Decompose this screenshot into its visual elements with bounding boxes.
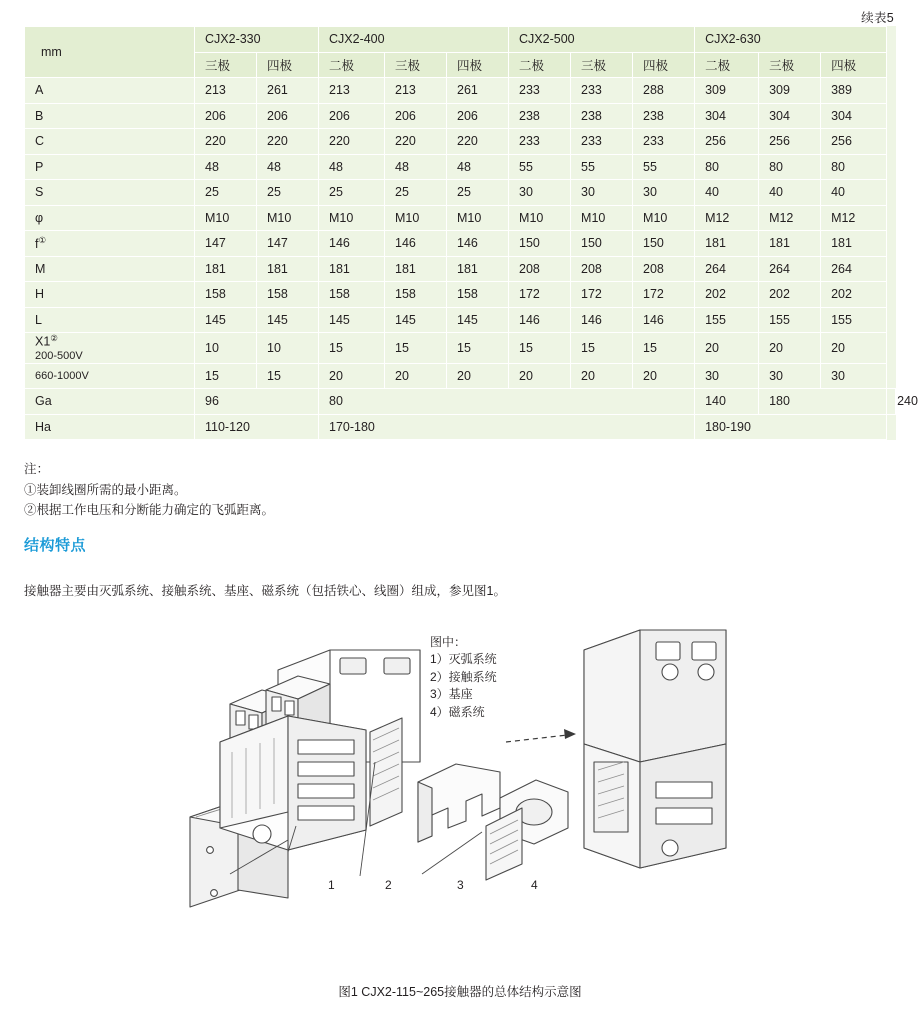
cell: M10 [385,205,447,231]
cell: 48 [319,154,385,180]
pole-header: 四极 [633,52,695,78]
cell: 238 [509,103,571,129]
cell: M10 [509,205,571,231]
cell: 220 [195,129,257,155]
cell: 145 [385,307,447,333]
pole-header: 三极 [759,52,821,78]
row-label: M [25,256,195,282]
cell: 172 [633,282,695,308]
row-label: A [25,78,195,104]
cell: 25 [385,180,447,206]
cell: 389 [821,78,887,104]
cell: 264 [695,256,759,282]
cell: 158 [257,282,319,308]
cell: 40 [821,180,887,206]
cell: 15 [385,333,447,364]
cell: 55 [571,154,633,180]
cell: M10 [319,205,385,231]
legend-item-2: 2）接触系统 [430,669,497,684]
cell-ga-2: 80 [319,389,695,415]
cell-ha-3: 180-190 [695,414,887,440]
cell-ga-5: 240 [887,389,896,415]
callout-4: 4 [531,878,538,892]
pole-header: 二极 [695,52,759,78]
table-row [25,154,896,180]
cell: 233 [571,129,633,155]
legend-item-1: 1）灭弧系统 [430,652,497,667]
row-label: Ha [25,414,195,440]
cell: 238 [633,103,695,129]
pole-header: 三极 [571,52,633,78]
pole-header: 四极 [821,52,887,78]
cell: 261 [447,78,509,104]
cell: 264 [821,256,887,282]
cell: 256 [759,129,821,155]
cell: 304 [759,103,821,129]
row-label: H [25,282,195,308]
table-header-row-groups [25,27,896,53]
cell: 25 [257,180,319,206]
row-label: B [25,103,195,129]
cell: 233 [633,129,695,155]
cell: M10 [257,205,319,231]
cell: 181 [759,231,821,257]
cell: 172 [509,282,571,308]
row-label: S [25,180,195,206]
cell: 146 [385,231,447,257]
cell: 20 [319,363,385,389]
cell: 208 [509,256,571,282]
cell-ga-4: 180 [759,389,887,415]
cell: 220 [447,129,509,155]
cell: 181 [195,256,257,282]
cell: 80 [821,154,887,180]
cell: 146 [571,307,633,333]
cell: 150 [633,231,695,257]
cell-ga-3: 140 [695,389,759,415]
figure-caption: 图1 CJX2-115~265接触器的总体结构示意图 [338,985,582,999]
cell: 10 [195,333,257,364]
callout-1: 1 [328,878,335,892]
cell: 30 [571,180,633,206]
cell: 20 [759,333,821,364]
cell: 213 [319,78,385,104]
cell: 40 [695,180,759,206]
cell: 150 [571,231,633,257]
cell: 256 [821,129,887,155]
pole-header: 二极 [319,52,385,78]
cell: 206 [257,103,319,129]
cell: 48 [385,154,447,180]
cell: 208 [633,256,695,282]
table-row-x1-low [25,333,896,364]
callout-3: 3 [457,878,464,892]
cell: 15 [319,333,385,364]
contactor-exploded-diagram [170,612,770,912]
group-header-cjx2-400: CJX2-400 [319,27,509,53]
notes-title: 注： [24,462,50,476]
table-row [25,103,896,129]
cell: 30 [695,363,759,389]
cell: 48 [447,154,509,180]
table-row [25,231,896,257]
row-label-text: f [35,237,39,252]
table-row-ga [25,389,896,415]
cell: 238 [571,103,633,129]
cell: 206 [319,103,385,129]
cell: 256 [695,129,759,155]
section-title-structure: 结构特点 [24,537,87,554]
cell: 220 [319,129,385,155]
cell: M10 [571,205,633,231]
table-row [25,78,896,104]
table-row [25,282,896,308]
cell: 48 [257,154,319,180]
cell: 181 [385,256,447,282]
cell: 20 [571,363,633,389]
cell: 146 [509,307,571,333]
note-item-1: ①装卸线圈所需的最小距离。 [24,482,187,497]
contact-system-housing [220,650,420,850]
cell: 20 [633,363,695,389]
cell: 25 [319,180,385,206]
cell: 30 [633,180,695,206]
cell: 288 [633,78,695,104]
cell: 55 [633,154,695,180]
cell: 181 [257,256,319,282]
row-label: L [25,307,195,333]
table-row [25,180,896,206]
cell: M12 [695,205,759,231]
cell: M12 [759,205,821,231]
cell: M10 [633,205,695,231]
cell: 158 [385,282,447,308]
table-notes [24,459,274,521]
row-label: φ [25,205,195,231]
footnote-marker: ② [50,333,58,343]
table-row [25,307,896,333]
dimension-table [24,26,918,440]
cell: 15 [633,333,695,364]
cell: 20 [695,333,759,364]
group-header-cjx2-630: CJX2-630 [695,27,887,53]
cell: 15 [571,333,633,364]
cell: 80 [695,154,759,180]
cell: 15 [447,333,509,364]
continuation-label: 续表5 [861,11,894,25]
table-row [25,129,896,155]
cell: 30 [821,363,887,389]
cell-ha-2: 170-180 [319,414,695,440]
cell: 233 [509,129,571,155]
legend-item-3: 3）基座 [430,687,473,702]
cell: 80 [759,154,821,180]
cell: 146 [633,307,695,333]
cell: 172 [571,282,633,308]
cell: 48 [195,154,257,180]
cell: 145 [319,307,385,333]
table-row [25,256,896,282]
cell: 181 [695,231,759,257]
cell: 181 [821,231,887,257]
cell: 20 [385,363,447,389]
cell: M10 [447,205,509,231]
cell: 202 [759,282,821,308]
figure-area [0,612,920,982]
cell-ha-1: 110-120 [195,414,319,440]
cell: 309 [759,78,821,104]
cell: M10 [195,205,257,231]
cell: 264 [759,256,821,282]
row-label [25,231,195,257]
cell: 261 [257,78,319,104]
row-label-x1-high [25,363,195,389]
cell: 155 [821,307,887,333]
cell: 146 [319,231,385,257]
row-label: Ga [25,389,195,415]
assembled-contactor-shape [584,630,726,868]
group-header-cjx2-500: CJX2-500 [509,27,695,53]
note-item-2: ②根据工作电压和分断能力确定的飞弧距离。 [24,503,275,518]
cell: 25 [447,180,509,206]
cell: 220 [257,129,319,155]
legend-item-4: 4）磁系统 [430,704,485,719]
cell: 10 [257,333,319,364]
callout-2: 2 [385,878,392,892]
table-row [25,205,896,231]
pole-header: 三极 [385,52,447,78]
cell: 15 [195,363,257,389]
cell: 213 [195,78,257,104]
cell: 20 [447,363,509,389]
group-header-cjx2-330: CJX2-330 [195,27,319,53]
cell: 181 [447,256,509,282]
cell-ga-1: 96 [195,389,319,415]
cell: 158 [195,282,257,308]
cell: M12 [821,205,887,231]
pole-header: 三极 [195,52,257,78]
cell: 145 [257,307,319,333]
x1-label: X1 [35,334,51,349]
cell: 304 [695,103,759,129]
cell: 202 [695,282,759,308]
cell: 155 [759,307,821,333]
dimension-table-wrapper [24,26,918,440]
cell: 55 [509,154,571,180]
cell: 15 [509,333,571,364]
x1-voltage-range-high: 660-1000V [35,370,89,383]
cell: 147 [257,231,319,257]
cell: 206 [447,103,509,129]
cell: 304 [821,103,887,129]
row-label: P [25,154,195,180]
pole-header: 四极 [257,52,319,78]
cell: 206 [195,103,257,129]
cell: 20 [509,363,571,389]
cell: 145 [195,307,257,333]
cell: 15 [257,363,319,389]
cell: 309 [695,78,759,104]
row-label-x1 [25,333,195,364]
cell: 150 [509,231,571,257]
cell: 208 [571,256,633,282]
cell: 202 [821,282,887,308]
cell: 220 [385,129,447,155]
table-row-x1-high [25,363,896,389]
cell: 213 [385,78,447,104]
table-corner-label: mm [25,27,195,78]
pole-header: 二极 [509,52,571,78]
cell: 146 [447,231,509,257]
cell: 158 [447,282,509,308]
legend-title: 图中： [430,635,467,649]
cell: 233 [571,78,633,104]
cell: 233 [509,78,571,104]
pole-header: 四极 [447,52,509,78]
cell: 145 [447,307,509,333]
cell: 25 [195,180,257,206]
cell: 155 [695,307,759,333]
footnote-marker: ① [38,235,47,246]
cell: 30 [509,180,571,206]
cell: 40 [759,180,821,206]
row-label: C [25,129,195,155]
cell: 147 [195,231,257,257]
table-row-ha [25,414,896,440]
cell: 181 [319,256,385,282]
x1-voltage-range-low: 200-500V [35,349,83,362]
cell: 158 [319,282,385,308]
cell: 20 [821,333,887,364]
section-paragraph: 接触器主要由灭弧系统、接触系统、基座、磁系统（包括铁心、线圈）组成，参见图1。 [24,584,506,598]
cell: 206 [385,103,447,129]
cell: 30 [759,363,821,389]
